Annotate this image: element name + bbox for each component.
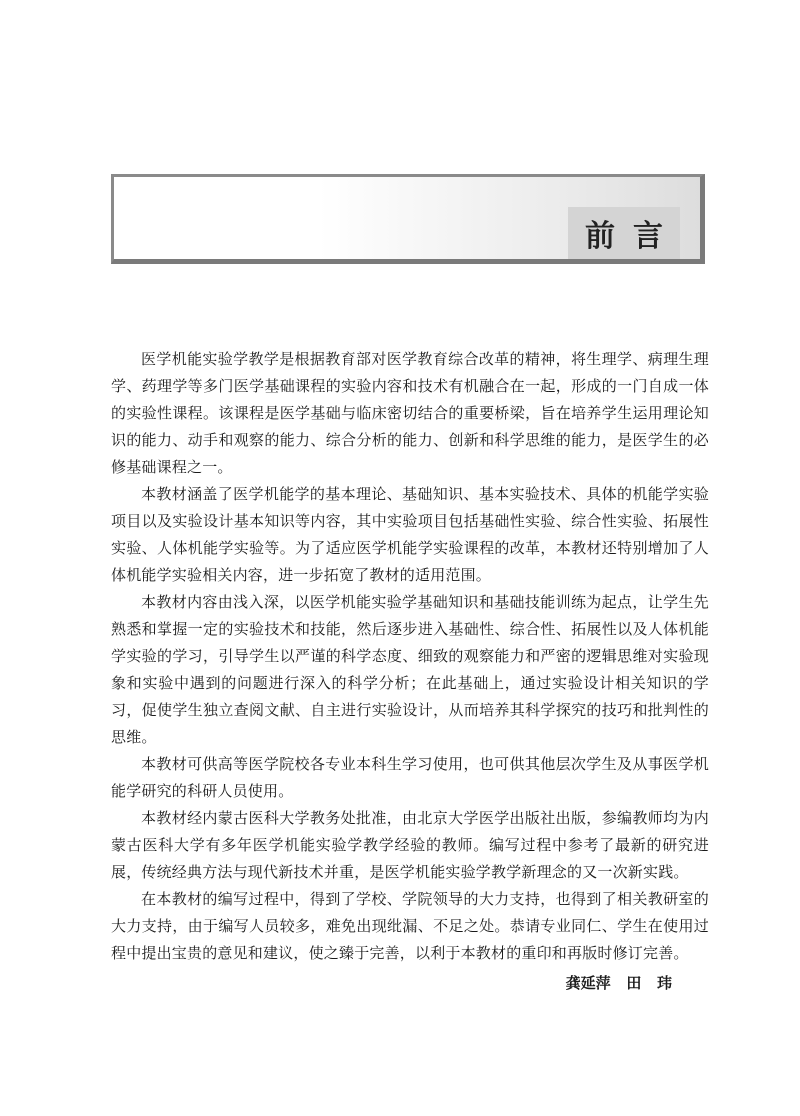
paragraph-2: 本教材涵盖了医学机能学的基本理论、基础知识、基本实验技术、具体的机能学实验项目以及实验设计基本知识等内容，其中实验项目包括基础性实验、综合性实验、拓展性实验、人体机能学实验等。为了适应医学机能学实验课程的改革，本教材还特别增加了人体机能学实验相关内容，进一步拓宽了教材的适用范围。 [111, 485, 709, 584]
title-box [568, 207, 680, 259]
heading-banner [111, 174, 705, 264]
paragraph-6: 在本教材的编写过程中，得到了学校、学院领导的大力支持，也得到了相关教研室的大力支持，由于编写人员较多，难免出现纰漏、不足之处。恭请专业同仁、学生在使用过程中提出宝贵的意见和建议，使之臻于完善，以利于本教材的重印和再版时修订完善。 [111, 890, 709, 962]
paragraph-4: 本教材可供高等医学院校各专业本科生学习使用，也可供其他层次学生及从事医学机能学研究的科研人员使用。 [111, 755, 709, 800]
preface-body [111, 346, 709, 967]
author-signature: 龚延萍 田 玮 [565, 974, 672, 992]
paragraph-5: 本教材经内蒙古医科大学教务处批准，由北京大学医学出版社出版，参编教师均为内蒙古医科大学有多年医学机能实验学教学经验的教师。编写过程中参考了最新的研究进展，传统经典方法与现代新技术并重，是医学机能实验学教学新理念的又一次新实践。 [111, 809, 709, 881]
paragraph-1: 医学机能实验学教学是根据教育部对医学教育综合改革的精神，将生理学、病理生理学、药理学等多门医学基础课程的实验内容和技术有机融合在一起，形成的一门自成一体的实验性课程。该课程是医学基础与临床密切结合的重要桥梁，旨在培养学生运用理论知识的能力、动手和观察的能力、综合分析的能力、创新和科学思维的能力，是医学生的必修基础课程之一。 [111, 350, 709, 476]
page-title: 前言 [585, 219, 681, 254]
paragraph-3: 本教材内容由浅入深，以医学机能实验学基础知识和基础技能训练为起点，让学生先熟悉和掌握一定的实验技术和技能，然后逐步进入基础性、综合性、拓展性以及人体机能学实验的学习，引导学生以严谨的科学态度、细致的观察能力和严密的逻辑思维对实验现象和实验中遇到的问题进行深入的科学分析；在此基础上，通过实验设计相关知识的学习，促使学生独立查阅文献、自主进行实验设计，从而培养其科学探究的技巧和批判性的思维。 [111, 593, 709, 746]
